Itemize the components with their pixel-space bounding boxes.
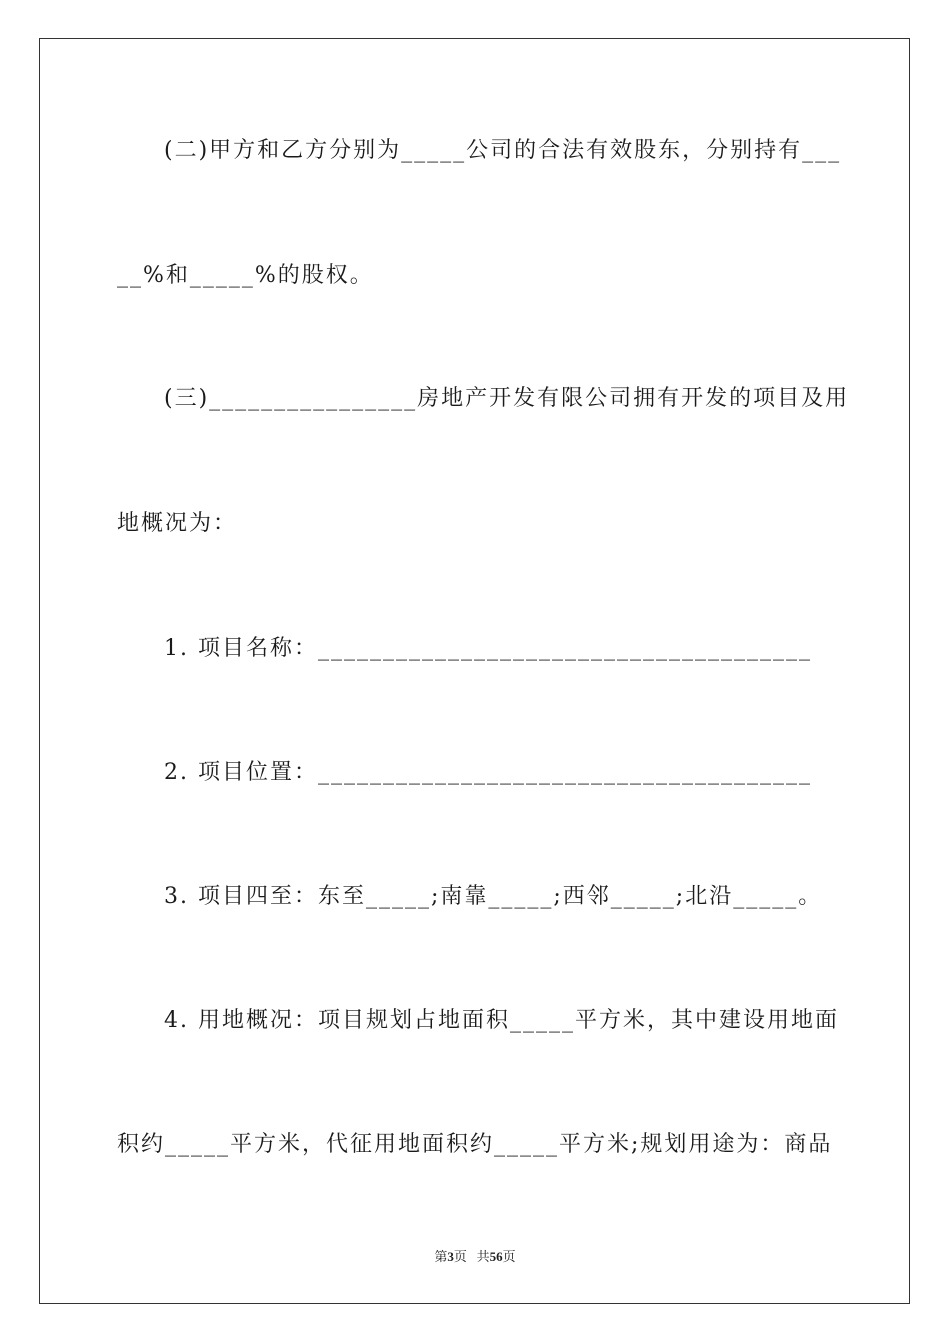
page-border: [39, 38, 910, 1304]
page-footer: [0, 1249, 950, 1265]
paragraph-line-9: 积约_____平方米，代征用地面积约_____平方米;规划用途为：商品: [117, 1132, 833, 1157]
footer-total-pages: 56: [489, 1249, 503, 1264]
footer-total-prefix: 共: [476, 1249, 490, 1264]
footer-page-suffix: 页: [453, 1249, 467, 1264]
paragraph-line-3: (三)________________房地产开发有限公司拥有开发的项目及用: [164, 386, 850, 411]
footer-page-prefix: 第: [434, 1249, 448, 1264]
paragraph-line-4: 地概况为：: [117, 511, 238, 536]
footer-total-suffix: 页: [502, 1249, 516, 1264]
paragraph-line-1: (二)甲方和乙方分别为_____公司的合法有效股东，分别持有___: [164, 138, 842, 163]
list-item-project-boundaries: 3. 项目四至：东至_____;南靠_____;西邻_____;北沿_____。: [164, 884, 823, 909]
footer-page-number: 3: [447, 1249, 454, 1264]
list-item-project-location: 2. 项目位置：______________________________________: [164, 760, 812, 785]
list-item-land-overview: 4. 用地概况：项目规划占地面积_____平方米，其中建设用地面: [164, 1008, 839, 1033]
list-item-project-name: 1. 项目名称：______________________________________: [164, 636, 812, 661]
paragraph-line-2: __%和_____%的股权。: [117, 263, 374, 288]
